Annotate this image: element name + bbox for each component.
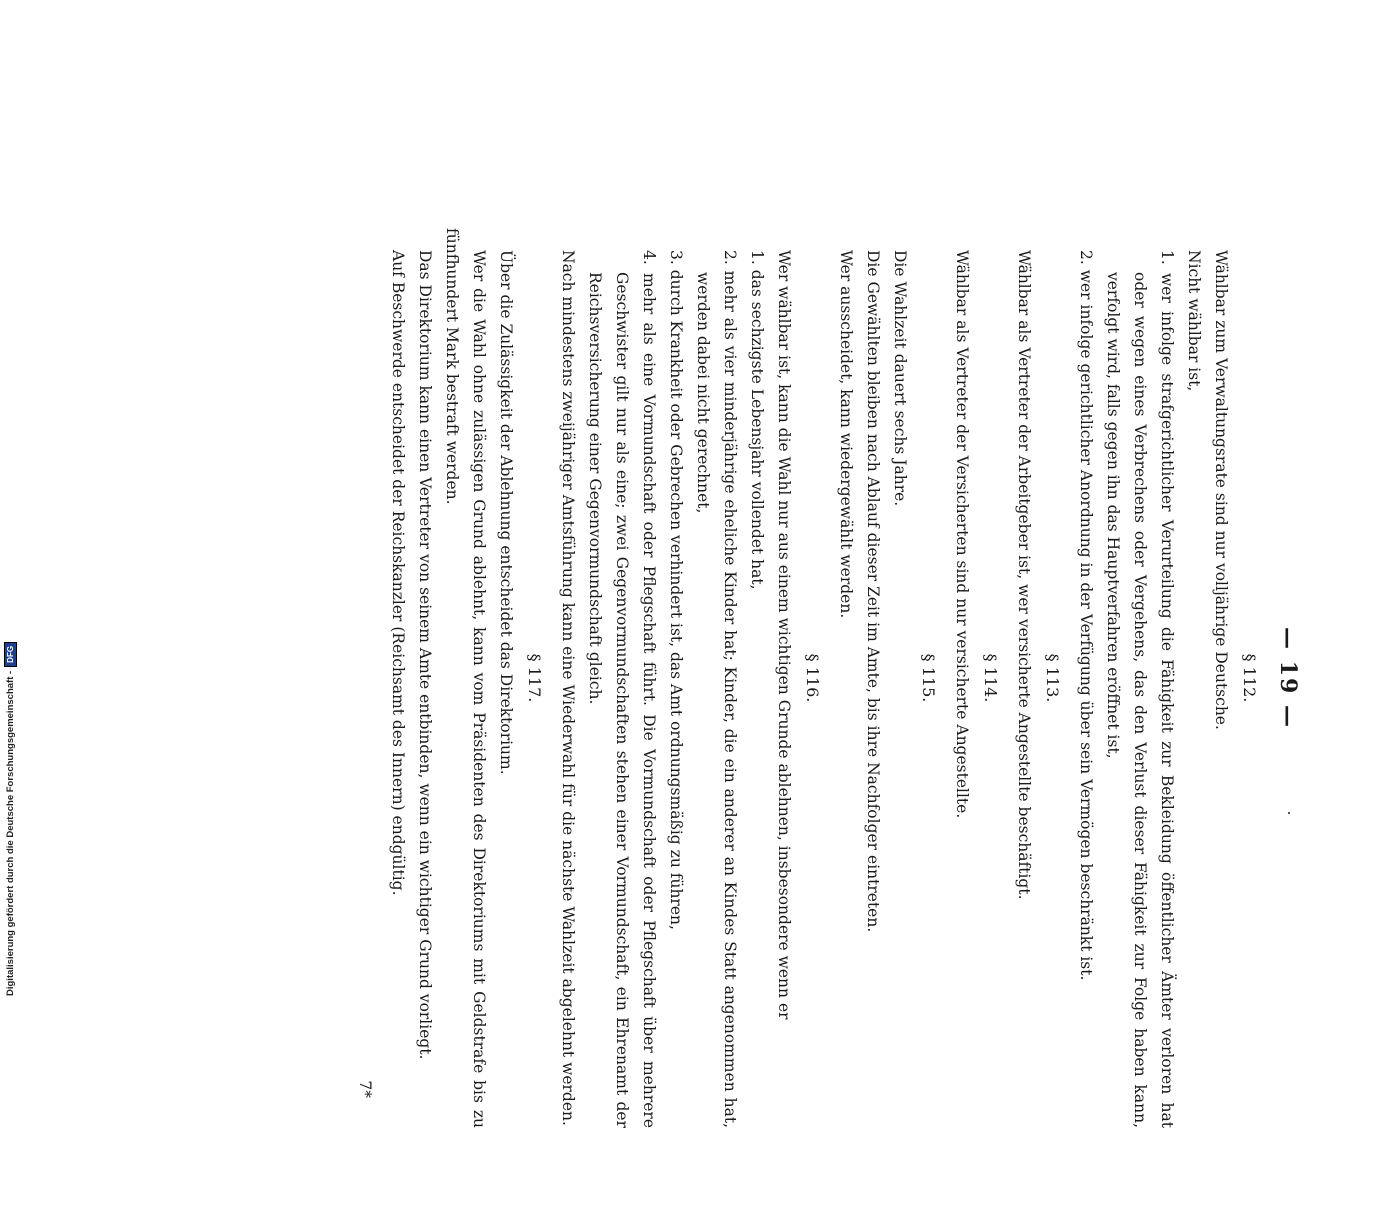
section-heading: § 115. (919, 653, 938, 703)
paragraph: Wer ausscheidet, kann wiedergewählt werden. (837, 250, 855, 619)
rotated-text-block (201, 228, 1301, 1228)
list-item: 4. mehr als eine Vormundschaft oder Pflegschaft führt. Die Vormundschaft oder Pflegschaft über mehrere Geschwister gilt nur als eine; zwei Gegenvormundschaften stehen einer Vormundschaft, ein Ehrenamt der Reichsversicherung einer Gegenvormundschaft gleich. (586, 250, 658, 1128)
paragraph: Nicht wählbar ist, (1185, 250, 1203, 392)
section-heading: § 116. (803, 653, 822, 703)
list-item: 2. mehr als vier minderjährige eheliche Kinder hat; Kinder, die ein anderer an Kindes Statt angenommen hat, werden dabei nicht gerechnet, (694, 250, 739, 1128)
paragraph: Über die Zulässigkeit der Ablehnung entscheidet das Direktorium. (497, 250, 515, 775)
section-heading: § 114. (981, 653, 1000, 703)
scan-speck (1288, 812, 1290, 814)
section-heading: § 113. (1043, 653, 1062, 703)
paragraph: Wer wählbar ist, kann die Wahl nur aus einem wichtigen Grunde ablehnen, insbesondere wenn er (775, 250, 793, 1020)
paragraph: Auf Beschwerde entscheidet der Reichskanzler (Reichsamt des Innern) endgültig. (389, 250, 407, 896)
paragraph: Wählbar als Vertreter der Versicherten sind nur versicherte Angestellte. (953, 250, 971, 819)
page-content (351, 228, 1269, 1128)
page-number: — 19 — (1275, 627, 1301, 729)
paragraph: Nach mindestens zweijähriger Amtsführung kann eine Wiederwahl für die nächste Wahlzeit abgelehnt werden. (559, 250, 577, 1126)
paragraph: Die Gewählten bleiben nach Ablauf dieser Zeit im Amte, bis ihre Nachfolger eintreten. (864, 250, 882, 933)
list-item: 3. durch Krankheit oder Gebrechen verhindert ist, das Amt ordnungsmäßig zu führen, (667, 250, 685, 930)
paragraph: Wählbar zum Verwaltungsrate sind nur volljährige Deutsche. (1212, 250, 1230, 730)
digitization-footer (4, 642, 17, 996)
section-heading: § 112. (1240, 653, 1259, 703)
section-heading: § 117. (525, 653, 544, 703)
dfg-logo: DFG (4, 642, 17, 667)
list-item: 1. das sechzigste Lebensjahr vollendet hat, (748, 250, 766, 590)
signature-mark: 7* (356, 1080, 374, 1098)
paragraph: Die Wahlzeit dauert sechs Jahre. (891, 250, 909, 507)
paragraph: Wer die Wahl ohne zulässigen Grund ablehnt, kann vom Präsidenten des Direktoriums mit Geldstrafe bis zu fünfhundert Mark bestraft werden. (443, 228, 488, 1128)
footer-text: Digitalisierung gefördert durch die Deutsche Forschungsgemeinschaft - (5, 670, 16, 996)
list-item: 1. wer infolge strafgerichtlicher Verurteilung die Fähigkeit zur Bekleidung öffentlicher Ämter verloren hat oder wegen eines Verbrechens oder Vergehens, das den Verlust dieser Fähigkeit zur Folge haben kann, verfolgt wird, falls gegen ihn das Hauptverfahren eröffnet ist, (1104, 250, 1176, 1128)
list-item: 2. wer infolge gerichtlicher Anordnung in der Verfügung über sein Vermögen beschränkt ist. (1077, 250, 1095, 981)
paragraph: Wählbar als Vertreter der Arbeitgeber ist, wer versicherte Angestellte beschäftigt. (1015, 250, 1033, 900)
paragraph: Das Direktorium kann einen Vertreter von seinem Amte entbinden, wenn ein wichtiger Grund vorliegt. (416, 250, 434, 1060)
